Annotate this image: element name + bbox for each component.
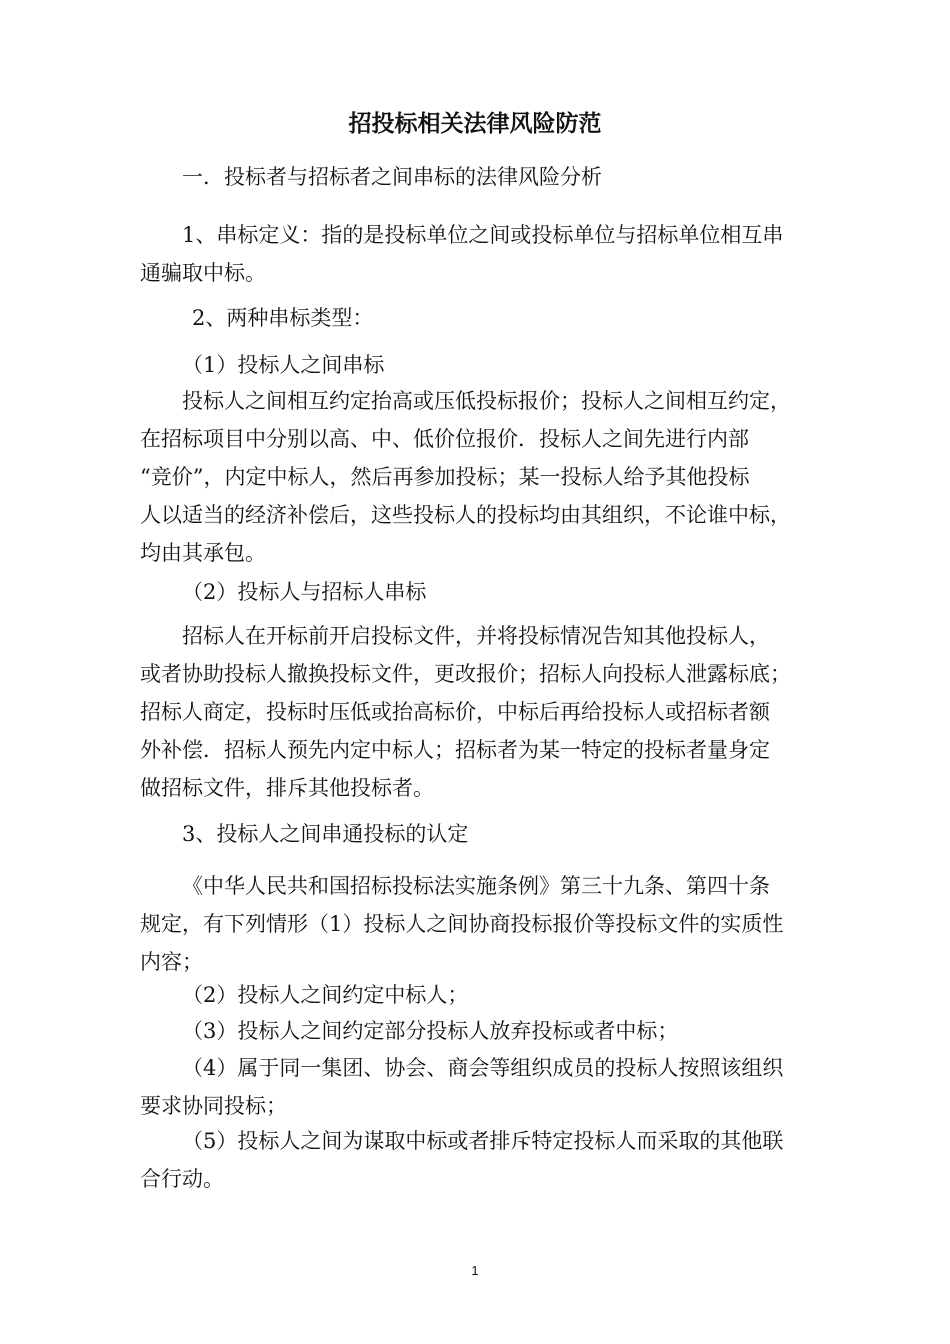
paragraph-line: 或者协助投标人撤换投标文件，更改报价；招标人向投标人泄露标底；: [140, 662, 791, 686]
paragraph-line: （5）投标人之间为谋取中标或者排斥特定投标人而采取的其他联: [182, 1129, 784, 1153]
paragraph-line: “竞价”，内定中标人，然后再参加投标；某一投标人给予其他投标: [140, 465, 750, 489]
paragraph-line: 外补偿．招标人预先内定中标人；招标者为某一特定的投标者量身定: [140, 738, 770, 762]
list-item-3: （3）投标人之间约定部分投标人放弃投标或者中标；: [182, 1019, 679, 1043]
paragraph-line: 1、串标定义：指的是投标单位之间或投标单位与招标单位相互串: [182, 223, 784, 247]
subheading-bidder-collusion: （1）投标人之间串标: [182, 353, 385, 377]
paragraph-line: 通骗取中标。: [140, 261, 266, 285]
list-item-2: （2）投标人之间约定中标人；: [182, 983, 469, 1007]
paragraph-identification-heading: 3、投标人之间串通投标的认定: [182, 822, 469, 846]
paragraph-line: 均由其承包。: [140, 541, 266, 565]
list-item-4: [140, 1049, 783, 1125]
paragraph-line: 内容；: [140, 950, 203, 974]
paragraph-line: 做招标文件，排斥其他投标者。: [140, 776, 434, 800]
paragraph-line: 投标人之间相互约定抬高或压低投标报价；投标人之间相互约定，: [182, 389, 791, 413]
paragraph-types: 2、两种串标类型：: [192, 306, 374, 330]
paragraph-definition: [140, 216, 783, 292]
paragraph-line: 人以适当的经济补偿后，这些投标人的投标均由其组织，不论谁中标，: [140, 503, 791, 527]
paragraph-bidder-collusion: [140, 382, 791, 572]
paragraph-line: 招标人在开标前开启投标文件，并将投标情况告知其他投标人，: [182, 624, 770, 648]
document-title: 招投标相关法律风险防范: [348, 110, 602, 137]
section-heading: 一．投标者与招标者之间串标的法律风险分析: [182, 165, 602, 189]
list-item-5: [140, 1122, 783, 1198]
paragraph-line: 要求协同投标；: [140, 1094, 287, 1118]
subheading-bidder-tenderer-collusion: （2）投标人与招标人串标: [182, 580, 427, 604]
page-number: 1: [471, 1263, 479, 1278]
paragraph-line: 在招标项目中分别以高、中、低价位报价．投标人之间先进行内部: [140, 427, 749, 451]
paragraph-line: 合行动。: [140, 1167, 224, 1191]
paragraph-bidder-tenderer-collusion: [140, 617, 791, 807]
paragraph-line: 招标人商定，投标时压低或抬高标价，中标后再给投标人或招标者额: [140, 700, 770, 724]
paragraph-regulation: [140, 867, 783, 981]
paragraph-line: 《中华人民共和国招标投标法实施条例》第三十九条、第四十条: [182, 874, 770, 898]
paragraph-line: 规定，有下列情形（1）投标人之间协商投标报价等投标文件的实质性: [140, 912, 784, 936]
paragraph-line: （4）属于同一集团、协会、商会等组织成员的投标人按照该组织: [182, 1056, 784, 1080]
